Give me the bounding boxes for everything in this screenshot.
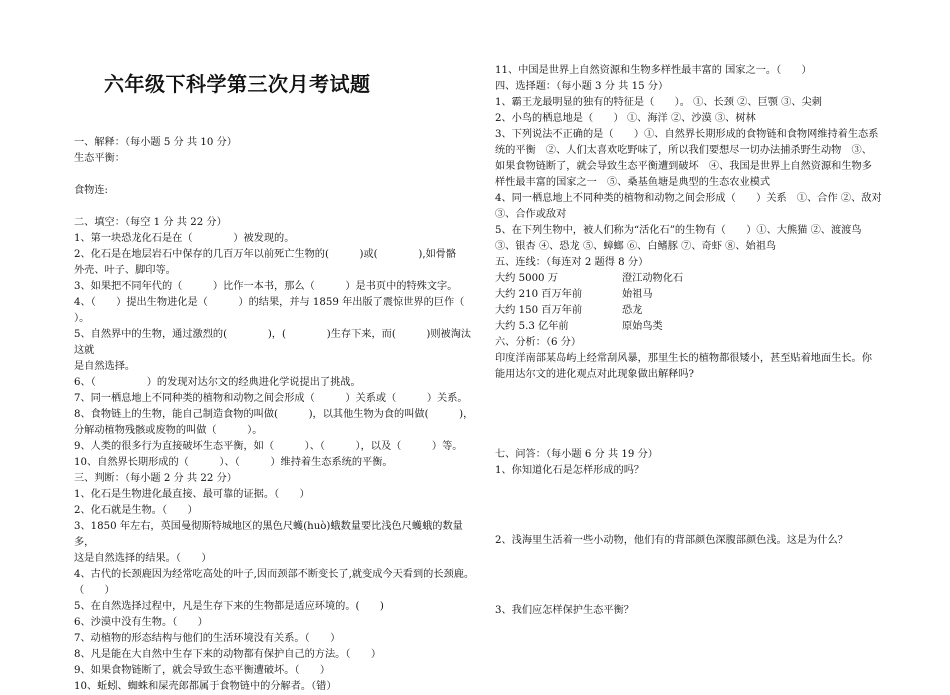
analysis-line: 印度洋南部某岛屿上经常刮风暴，那里生长的植物都很矮小，甚至贴着地面生长。你	[495, 353, 872, 364]
match-right: 澄江动物化石	[622, 273, 684, 284]
match-left: 大约 210 百万年前	[495, 289, 583, 300]
match-row	[495, 319, 935, 335]
fill-line: 3、如果把不同年代的（ ）比作一本书，那么（ ）是书页中的特殊文字。	[74, 281, 458, 292]
section-1-heading: 一、解释：（每小题 5 分 共 10 分）	[74, 137, 237, 148]
section-6-heading: 六、分析：（6 分）	[495, 337, 582, 348]
question-2: 2、浅海里生活着一些小动物，他们有的背部颜色深腹部颜色浅。这是为什么？	[495, 535, 848, 546]
section-4-heading: 四、选择题：（每小题 3 分 共 15 分）	[495, 81, 669, 92]
fill-line: 7、同一栖息地上不同种类的植物和动物之间会形成（ ）关系或（ ）关系。	[74, 393, 468, 404]
section-2-heading: 二、填空：（每空 1 分 共 22 分）	[74, 217, 227, 228]
match-left: 大约 5000 万	[495, 273, 558, 284]
exam-title: 六年级下科学第三次月考试题	[104, 72, 371, 96]
section-5-heading: 五、连线：（每连对 2 题得 8 分）	[495, 257, 649, 268]
judge-line: 6、沙漠中没有生物。（ ）	[74, 617, 208, 628]
judge-line: 3、1850 年左右，英国曼彻斯特城地区的黑色尺蠖(huò)蛾数量要比浅色尺蠖蛾的数量多，	[74, 521, 463, 548]
term-food-chain: 食物连:	[74, 185, 108, 196]
left-column	[74, 135, 485, 695]
choice-line: 3、下列说法不正确的是（ ）①、自然界长期形成的食物链和食物网维持着生态系	[495, 129, 879, 140]
fill-line: 10、自然界长期形成的（ ）、（ ）维持着生态系统的平衡。	[74, 457, 393, 468]
fill-line: 外壳、叶子、脚印等。	[74, 265, 176, 276]
judge-line: 这是自然选择的结果。（ ）	[74, 553, 212, 564]
fill-line: 4、（ ）提出生物进化是（ ）的结果，并与 1859 年出版了震惊世界的巨作（	[74, 297, 485, 308]
judge-line: 5、在自然选择过程中，凡是生存下来的生物都是适应环境的。( )	[74, 601, 384, 612]
choice-line: ③、银杏 ④、恐龙 ⑤、蟑螂 ⑥、白鳍豚 ⑦、奇虾 ⑧、始祖鸟	[495, 241, 777, 252]
choice-line: 如果食物链断了，就会导致生态平衡遭到破坏 ④、我国是世界上自然资源和生物多	[495, 161, 872, 172]
fill-line: 2、化石是在地层岩石中保存的几百万年以前死亡生物的( )或( ),如骨骼	[74, 249, 457, 260]
judge-line: 2、化石就是生物。（ ）	[74, 505, 198, 516]
choice-line: 5、在下列生物中，被人们称为“活化石”的生物有（ ）①、大熊猫 ②、渡渡鸟	[495, 225, 862, 236]
match-row	[495, 271, 935, 287]
section-7-heading: 七、问答：（每小题 6 分 共 19 分）	[495, 449, 658, 460]
fill-line: 8、食物链上的生物，能自己制造食物的叫做( )，以其他生物为食的叫做( )，	[74, 409, 474, 420]
match-left: 大约 5.3 亿年前	[495, 321, 569, 332]
fill-line: 5、自然界中的生物，通过激烈的( )，( )生存下来，而( )则被淘汰这就	[74, 329, 472, 356]
fill-line: 是自然选择。	[74, 361, 136, 372]
judge-line: 4、古代的长颈鹿因为经常吃高处的叶子,因而颈部不断变长了,就变成今天看到的长颈鹿。（ ）	[74, 569, 475, 596]
choice-line: ③、合作或敌对	[495, 209, 567, 220]
judge-line: 8、凡是能在大自然中生存下来的动物都有保护自己的方法。（ ）	[74, 649, 382, 660]
right-column	[495, 63, 935, 619]
fill-line: 分解动植物残骸或废物的叫做（ ）。	[74, 425, 263, 436]
choice-line: 4、同一栖息地上不同种类的植物和动物之间会形成（ ）关系 ①、合作 ②、敌对	[495, 193, 882, 204]
analysis-line: 能用达尔文的进化观点对此现象做出解释吗?	[495, 369, 695, 380]
judge-line: 10、蚯蚓、蜘蛛和屎壳郎都属于食物链中的分解者。（错）	[74, 681, 337, 692]
choice-line: 1、霸王龙最明显的独有的特征是（ ）。 ①、长颈 ②、巨颚 ③、尖刺	[495, 97, 822, 108]
match-right: 原始鸟类	[622, 321, 663, 332]
match-row	[495, 287, 935, 303]
judge-line: 9、如果食物链断了，就会导致生态平衡遭破坏。（ ）	[74, 665, 331, 676]
judge-line-11: 11、中国是世界上自然资源和生物多样性最丰富的 国家之一。（ ）	[495, 65, 812, 76]
fill-line: 9、人类的很多行为直接破坏生态平衡，如（ ）、（ ），以及（ ）等。	[74, 441, 463, 452]
question-1: 1、你知道化石是怎样形成的吗？	[495, 465, 645, 476]
fill-line: 6、（ ）的发现对达尔文的经典进化学说提出了挑战。	[74, 377, 361, 388]
question-3: 3、我们应怎样保护生态平衡？	[495, 605, 634, 616]
judge-line: 7、动植物的形态结构与他们的生活环境没有关系。（ ）	[74, 633, 341, 644]
section-3-heading: 三、判断：（每小题 2 分 共 22 分）	[74, 473, 237, 484]
choice-line: 2、小鸟的栖息地是（ ） ①、海洋 ②、沙漠 ③、树林	[495, 113, 756, 124]
term-ecological-balance: 生态平衡：	[74, 153, 125, 164]
match-right: 恐龙	[622, 305, 643, 316]
match-row	[495, 303, 935, 319]
match-left: 大约 150 百万年前	[495, 305, 583, 316]
choice-line: 样性最丰富的国家之一 ⑤、桑基鱼塘是典型的生态农业模式	[495, 177, 771, 188]
judge-line: 1、化石是生物进化最直接、最可靠的证据。（ ）	[74, 489, 310, 500]
fill-line: 1、第一块恐龙化石是在（ ）被发现的。	[74, 233, 295, 244]
choice-line: 统的平衡 ②、人们太喜欢吃野味了，所以我们要想尽一切办法捕杀野生动物 ③、	[495, 145, 872, 156]
fill-line: ）。	[74, 313, 90, 324]
match-right: 始祖马	[622, 289, 653, 300]
